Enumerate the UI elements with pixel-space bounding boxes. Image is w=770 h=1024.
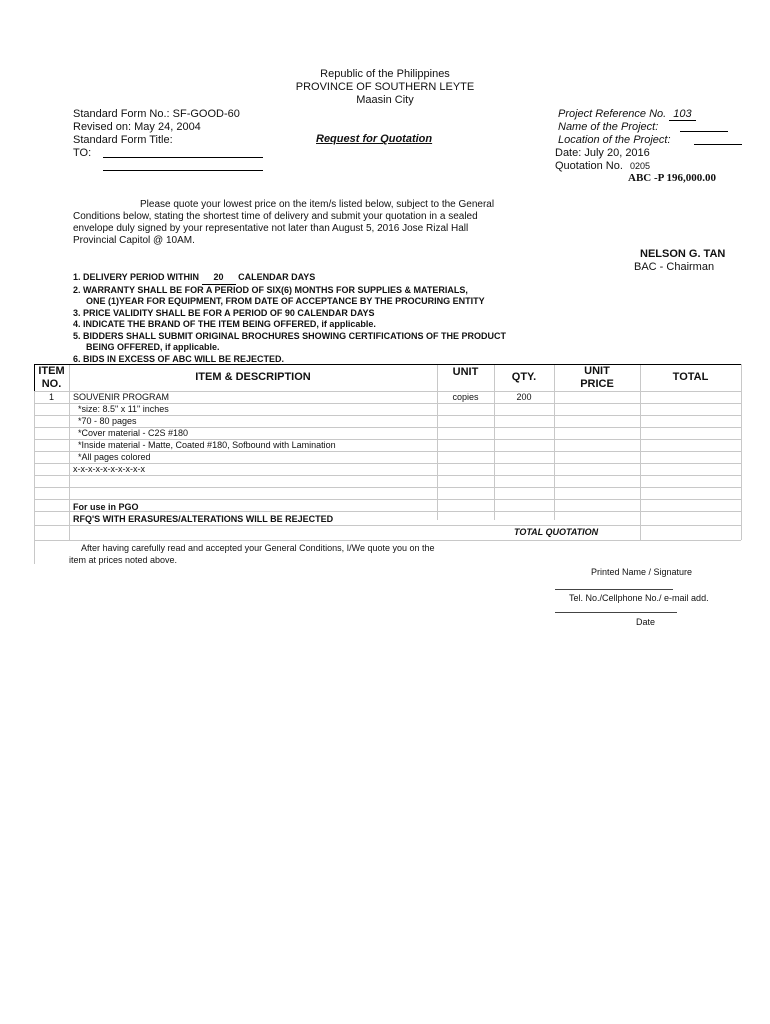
header-description: ITEM & DESCRIPTION xyxy=(195,371,311,383)
term-1-value: 20 xyxy=(202,272,236,285)
term-5b: BEING OFFERED, if applicable. xyxy=(86,342,220,352)
description-line: *70 - 80 pages xyxy=(78,416,137,426)
terms-list xyxy=(73,272,506,365)
header-unit: UNIT xyxy=(452,366,479,378)
project-date: Date: July 20, 2016 xyxy=(555,147,650,159)
term-2b: ONE (1)YEAR FOR EQUIPMENT, FROM DATE OF ACCEPTANCE BY THE PROCURING ENTITY xyxy=(86,296,485,306)
header-item-no-1: ITEM xyxy=(38,365,65,377)
intro-line-2: Conditions below, stating the shortest time of delivery and submit your quotation in a sealed xyxy=(73,211,478,222)
row-unit: copies xyxy=(452,392,479,402)
date-line xyxy=(555,612,677,613)
quotation-no-value: 0205 xyxy=(629,161,650,171)
description-line: *All pages colored xyxy=(78,452,151,462)
standard-form-title: Standard Form Title: xyxy=(73,134,173,146)
revised-on: Revised on: May 24, 2004 xyxy=(73,121,201,133)
description-line: *Inside material - Matte, Coated #180, Sofbound with Lamination xyxy=(78,440,336,450)
intro-line-3: envelope duly signed by your representative not later than August 5, 2016 Jose Rizal Hall xyxy=(73,223,469,234)
term-1-prefix: 1. DELIVERY PERIOD WITHIN xyxy=(73,272,200,282)
header-unit-price-2: PRICE xyxy=(580,378,614,390)
to-line-1 xyxy=(103,157,263,158)
header-qty: QTY. xyxy=(511,371,537,383)
term-2a: 2. WARRANTY SHALL BE FOR A PERIOD OF SIX(6) MONTHS FOR SUPPLIES & MATERIALS, xyxy=(73,284,468,295)
header-province: PROVINCE OF SOUTHERN LEYTE xyxy=(295,81,475,93)
form-title: Request for Quotation xyxy=(316,133,433,145)
description-line: x-x-x-x-x-x-x-x-x-x xyxy=(73,464,145,474)
chairman-title: BAC - Chairman xyxy=(634,261,715,273)
header-republic: Republic of the Philippines xyxy=(320,68,450,80)
header-total: TOTAL xyxy=(672,371,709,383)
description-line: *Cover material - C2S #180 xyxy=(78,428,189,438)
header-item-no-2: NO. xyxy=(41,378,62,390)
intro-line-1: Please quote your lowest price on the item/s listed below, subject to the General xyxy=(140,199,495,210)
term-5a: 5. BIDDERS SHALL SUBMIT ORIGINAL BROCHURES SHOWING CERTIFICATIONS OF THE PRODUCT xyxy=(73,330,507,341)
quotation-no xyxy=(555,160,650,172)
project-reference xyxy=(558,108,696,121)
accept-line-2: item at prices noted above. xyxy=(69,555,178,565)
printed-name-label: Printed Name / Signature xyxy=(591,567,693,577)
header-city: Maasin City xyxy=(356,94,414,106)
header-unit-price-1: UNIT xyxy=(584,365,610,377)
abc-amount: ABC -P 196,000.00 xyxy=(628,172,716,184)
term-1-suffix: CALENDAR DAYS xyxy=(238,272,316,282)
project-location-line xyxy=(694,144,742,145)
project-name-line xyxy=(680,131,728,132)
accept-line-1: After having carefully read and accepted your General Conditions, I/We quote you on the xyxy=(81,543,435,553)
term-3: 3. PRICE VALIDITY SHALL BE FOR A PERIOD OF 90 CALENDAR DAYS xyxy=(73,307,375,318)
description-line: *size: 8.5" x 11" inches xyxy=(78,404,169,414)
standard-form-no: Standard Form No.: SF-GOOD-60 xyxy=(73,108,240,120)
row-qty: 200 xyxy=(516,392,532,402)
chairman-name: NELSON G. TAN xyxy=(640,248,726,260)
intro-line-4: Provincial Capitol @ 10AM. xyxy=(73,235,195,246)
project-reference-label: Project Reference No. xyxy=(558,108,667,120)
tel-label: Tel. No./Cellphone No./ e-mail add. xyxy=(569,593,709,603)
project-reference-value: 103 xyxy=(669,108,695,121)
term-4: 4. INDICATE THE BRAND OF THE ITEM BEING OFFERED, if applicable. xyxy=(73,319,376,329)
term-6: 6. BIDS IN EXCESS OF ABC WILL BE REJECTED. xyxy=(73,353,285,364)
project-location-label: Location of the Project: xyxy=(558,134,671,146)
quotation-no-label: Quotation No. xyxy=(555,160,623,172)
row-item-no: 1 xyxy=(48,392,54,402)
tel-line xyxy=(555,589,673,590)
total-quotation-label: TOTAL QUOTATION xyxy=(514,527,599,537)
erasures-note: RFQ'S WITH ERASURES/ALTERATIONS WILL BE REJECTED xyxy=(73,514,334,524)
description-line: SOUVENIR PROGRAM xyxy=(73,392,170,402)
for-use-note: For use in PGO xyxy=(73,502,139,512)
project-name-label: Name of the Project: xyxy=(558,121,659,133)
to-line-2 xyxy=(103,170,263,171)
date-label: Date xyxy=(636,617,656,627)
to-label: TO: xyxy=(73,147,92,159)
term-1 xyxy=(73,272,506,285)
